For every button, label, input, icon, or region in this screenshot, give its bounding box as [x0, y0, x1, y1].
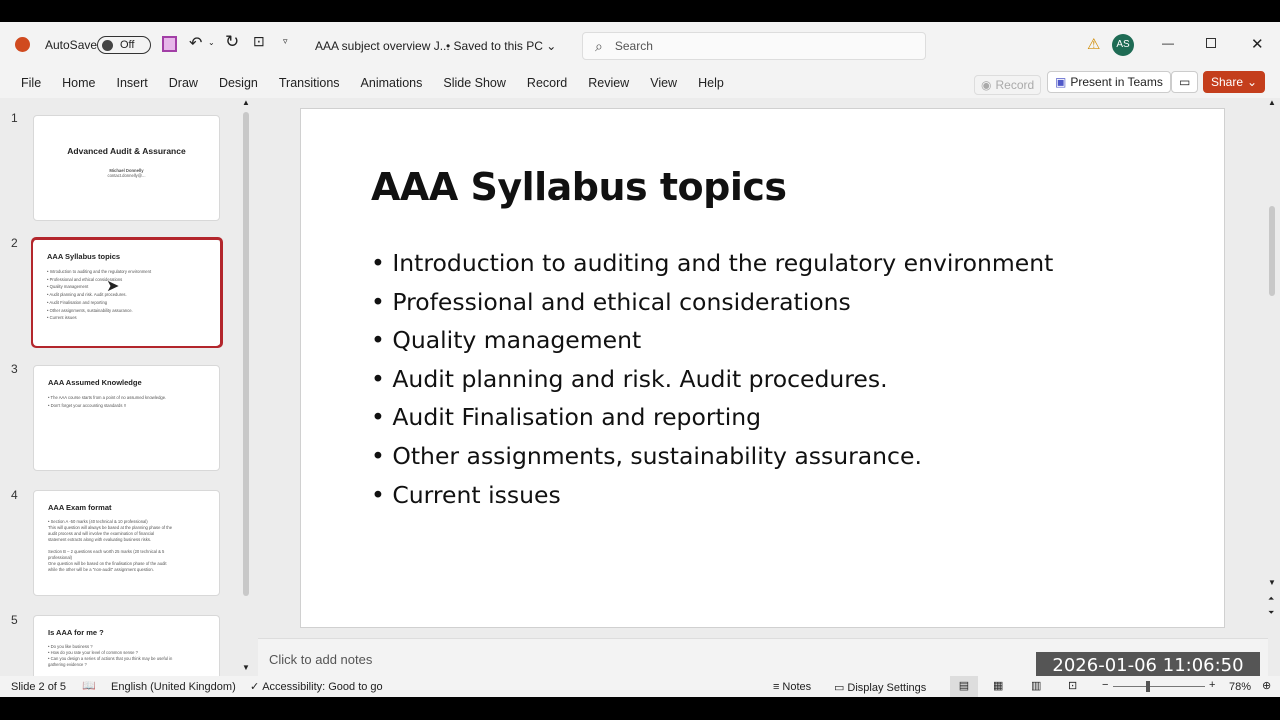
restore-icon[interactable] [1206, 38, 1216, 48]
redo-icon[interactable]: ↻ [225, 32, 240, 51]
slide-number: 1 [11, 111, 18, 125]
thumb-line: • Can you design a series of actions that you think may be useful in [48, 656, 173, 661]
zoom-level[interactable]: 78% [1229, 681, 1252, 693]
thumb-title: Is AAA for me ? [48, 628, 104, 637]
tab-record[interactable]: Record [526, 76, 568, 90]
autosave-state: Off [120, 39, 135, 51]
thumb-line: audit process and will involve the examination of financial [48, 531, 155, 536]
bullet-text: Other assignments, sustainability assurance. [392, 441, 922, 470]
accessibility-label: Accessibility: Good to go [262, 680, 383, 693]
bullet-text: Audit planning and risk. Audit procedures. [392, 364, 888, 393]
slide-sorter-icon[interactable]: ▦ [993, 680, 1004, 692]
bullet-text: Audit Finalisation and reporting [392, 403, 762, 432]
thumb-line: • How do you rate your level of common sense ? [48, 650, 138, 655]
spelling-icon[interactable]: 📖 [82, 680, 96, 692]
thumb-line: • Professional and ethical considerations [47, 276, 123, 282]
thumb-line: Section B – 2 questions each worth 25 marks (20 technical & 5 [48, 549, 165, 554]
tab-review[interactable]: Review [588, 76, 630, 90]
thumb-line: gathering evidence ? [48, 662, 87, 667]
comments-button[interactable]: ▭ [1171, 71, 1198, 93]
notes-placeholder: Click to add notes [269, 652, 373, 667]
teams-icon: ▣ [1055, 75, 1067, 89]
slide-canvas[interactable] [300, 108, 1225, 628]
next-slide-icon[interactable]: ⏷ [1268, 608, 1275, 617]
slide-title[interactable]: AAA Syllabus topics [371, 165, 787, 209]
present-from-start-icon[interactable]: ⊡ [253, 33, 265, 49]
bullet-item: • Current issues [371, 480, 561, 509]
status-bar [0, 676, 1280, 697]
slide-thumbnail-5[interactable] [33, 615, 220, 676]
accessibility-indicator[interactable] [250, 680, 383, 693]
tab-insert[interactable]: Insert [116, 76, 148, 90]
zoom-out-icon[interactable]: − [1102, 679, 1109, 691]
thumb-line: while the other will be a "non-audit" assignment question. [48, 567, 154, 572]
bullet-item: • Other assignments, sustainability assurance. [371, 441, 922, 470]
save-status[interactable]: • Saved to this PC ⌄ [446, 39, 557, 53]
ribbon-tabs [0, 68, 1280, 98]
notes-label: Notes [782, 681, 812, 693]
zoom-slider[interactable] [1113, 686, 1205, 687]
slide-bullet-list[interactable] [371, 245, 1053, 515]
slide-thumbnail-4[interactable] [33, 490, 220, 596]
thumb-line: Michael Donnelly [109, 168, 144, 173]
zoom-in-icon[interactable]: + [1209, 679, 1216, 691]
normal-view-icon[interactable]: ▤ [950, 676, 978, 697]
tab-home[interactable]: Home [62, 76, 96, 90]
tab-design[interactable]: Design [218, 76, 258, 90]
thumb-line: • Current issues [47, 315, 77, 321]
share-label: Share [1211, 75, 1244, 89]
powerpoint-logo-icon [15, 37, 30, 52]
search-input[interactable] [582, 32, 926, 60]
tab-file[interactable]: File [21, 76, 42, 90]
thumb-title: AAA Syllabus topics [47, 252, 121, 261]
bullet-text: Introduction to auditing and the regulatory environment [392, 249, 1054, 277]
display-settings-label: Display Settings [847, 681, 927, 694]
thumb-line: This will question will always be based at the planning phase of the [48, 525, 173, 530]
autosave-label: AutoSave [45, 38, 98, 52]
thumb-line: • Section A -50 marks (40 technical & 10 professional) [48, 519, 148, 524]
thumb-line: • Audit planning and risk. Audit procedures. [47, 292, 127, 298]
thumb-line: statement extracts along with evaluating business risks. [48, 537, 152, 542]
slide-number: 3 [11, 362, 18, 376]
record-icon: ◉ [981, 78, 992, 92]
bullet-item: • Professional and ethical considerations [371, 287, 851, 316]
thumb-title: AAA Assumed Knowledge [48, 378, 142, 387]
bullet-item: • Quality management [371, 326, 642, 355]
undo-dropdown-icon[interactable]: ⌄ [208, 38, 215, 47]
display-settings-icon: ▭ [834, 682, 845, 694]
thumb-title: Advanced Audit & Assurance [67, 146, 186, 156]
tab-draw[interactable]: Draw [168, 76, 198, 90]
thumb-line: • Introduction to auditing and the regulatory environment [47, 269, 152, 274]
tab-help[interactable]: Help [698, 76, 724, 90]
thumb-line: • Audit Finalisation and reporting [47, 299, 108, 305]
save-icon[interactable] [162, 36, 177, 52]
thumb-line: • The AAA course starts from a point of no assumed knowledge. [48, 395, 167, 400]
close-icon[interactable]: ✕ [1251, 36, 1264, 53]
record-label: Record [995, 78, 1035, 92]
tab-transitions[interactable]: Transitions [278, 76, 340, 90]
slide-number: 4 [11, 488, 18, 502]
thumb-line: One question will be based on the finalisation phase of the audit [48, 561, 167, 566]
zoom-slider-thumb[interactable] [1146, 681, 1150, 692]
tab-animations[interactable]: Animations [360, 76, 423, 90]
scroll-down-icon[interactable]: ▼ [1268, 578, 1276, 587]
record-button[interactable] [974, 75, 1041, 95]
thumb-line: • Other assignments, sustainability assurance. [47, 307, 133, 313]
thumbnail-scrollbar[interactable] [243, 112, 249, 596]
reading-view-icon[interactable]: ▥ [1031, 680, 1042, 692]
title-bar [0, 22, 1280, 68]
fit-to-window-icon[interactable]: ⊕ [1262, 680, 1272, 692]
tab-slide-show[interactable]: Slide Show [443, 76, 506, 90]
thumb-title: AAA Exam format [48, 503, 112, 512]
main-area [0, 98, 1280, 676]
accessibility-icon: ✓ [250, 681, 260, 693]
present-in-teams-button[interactable] [1047, 71, 1171, 93]
tab-view[interactable]: View [650, 76, 678, 90]
bullet-text: Quality management [392, 326, 642, 355]
slide-number: 2 [11, 236, 18, 250]
share-button[interactable] [1203, 71, 1265, 93]
warning-icon[interactable]: ⚠ [1087, 36, 1101, 53]
display-settings-button[interactable] [834, 681, 926, 694]
notes-button[interactable] [773, 681, 811, 693]
slide-number: 5 [11, 613, 18, 627]
thumb-line: • Quality management [47, 284, 89, 290]
scroll-up-icon[interactable]: ▲ [242, 98, 250, 107]
autosave-toggle[interactable] [97, 36, 151, 54]
document-title[interactable]: AAA subject overview J... [315, 39, 450, 53]
save-status-text: • Saved to this PC [446, 39, 543, 53]
thumb-line: • Don't forget your accounting standards !! [48, 402, 126, 408]
thumb-line: • Do you like business ? [48, 644, 93, 649]
scroll-up-icon[interactable]: ▲ [1268, 98, 1276, 107]
search-icon: ⌕ [595, 37, 603, 54]
timestamp-overlay: 2026-01-06 11:06:50 [1036, 652, 1260, 680]
slide-indicator: Slide 2 of 5 [11, 681, 67, 693]
bullet-item: • Introduction to auditing and the regulatory environment [371, 249, 1054, 277]
chevron-down-icon: ⌄ [1247, 75, 1258, 89]
scroll-down-icon[interactable]: ▼ [242, 663, 250, 672]
customize-toolbar-icon[interactable]: ▿ [283, 36, 288, 46]
bullet-text: Professional and ethical considerations [392, 287, 851, 316]
bullet-item: • Audit planning and risk. Audit procedures. [371, 364, 888, 393]
avatar[interactable]: AS [1112, 34, 1134, 56]
present-in-teams-label: Present in Teams [1070, 75, 1163, 89]
thumbnail-pane [0, 98, 258, 676]
undo-icon[interactable]: ↶ [189, 35, 203, 52]
search-placeholder: Search [614, 39, 653, 53]
notes-icon: ≡ [773, 681, 780, 693]
bullet-text: Current issues [392, 480, 561, 509]
thumb-line: contact.donnelly@... [107, 173, 146, 178]
previous-slide-icon[interactable]: ⏶ [1268, 594, 1275, 603]
bullet-item: • Audit Finalisation and reporting [371, 403, 762, 432]
slide-thumbnail-3[interactable] [33, 365, 220, 471]
slide-scrollbar[interactable] [1269, 206, 1275, 296]
slideshow-icon[interactable]: ⊡ [1068, 680, 1078, 692]
thumb-line: professional) [48, 555, 72, 560]
slide-thumbnail-1[interactable] [33, 115, 220, 221]
minimize-icon[interactable]: — [1162, 36, 1174, 50]
language-indicator[interactable]: English (United Kingdom) [111, 681, 236, 693]
mouse-cursor-icon: ➤ [106, 278, 120, 295]
slide-thumbnail-2[interactable] [33, 240, 220, 346]
